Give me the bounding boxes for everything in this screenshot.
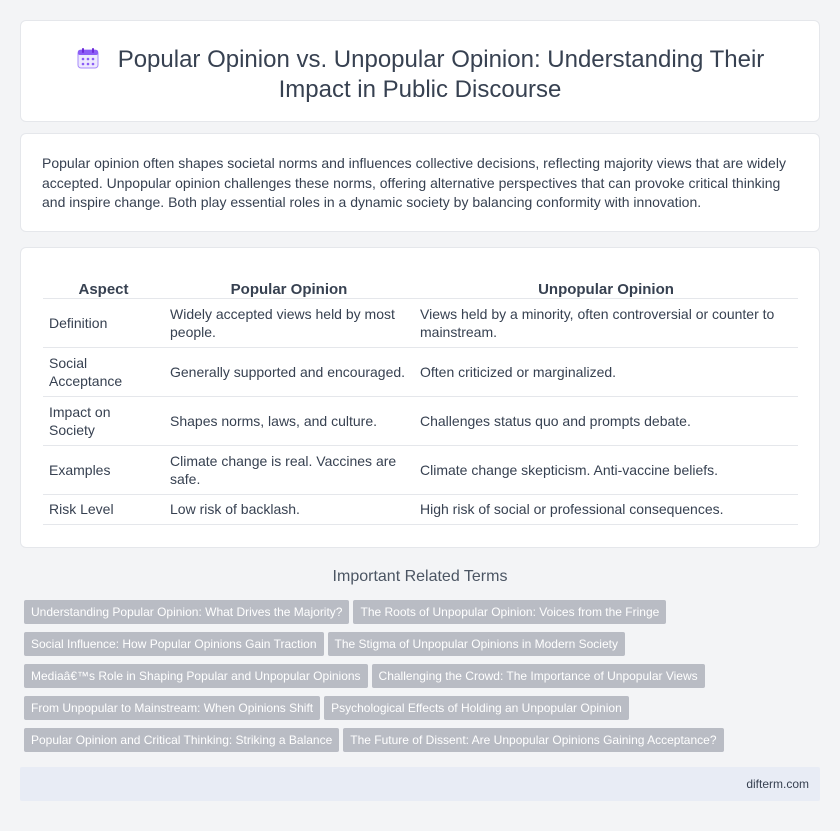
calendar-icon xyxy=(76,46,100,70)
related-term-tag[interactable]: The Stigma of Unpopular Opinions in Modern Society xyxy=(328,632,625,656)
table-row xyxy=(43,494,798,524)
cell-popular: Generally supported and encouraged. xyxy=(164,347,414,396)
header-aspect: Aspect xyxy=(43,276,164,298)
tag-row xyxy=(24,600,824,632)
header-card xyxy=(20,20,820,122)
page-title-wrap xyxy=(21,45,819,105)
table-header-row xyxy=(43,276,798,298)
cell-popular: Shapes norms, laws, and culture. xyxy=(164,396,414,445)
tag-row xyxy=(24,728,824,760)
related-term-tag[interactable]: Social Influence: How Popular Opinions Gain Traction xyxy=(24,632,324,656)
related-term-tag[interactable]: Mediaâ€™s Role in Shaping Popular and Unpopular Opinions xyxy=(24,664,368,688)
page-title: Popular Opinion vs. Unpopular Opinion: Understanding Their Impact in Public Discourse xyxy=(117,46,765,103)
tag-row xyxy=(24,696,824,728)
table-row xyxy=(43,298,798,347)
related-term-tag[interactable]: Popular Opinion and Critical Thinking: Striking a Balance xyxy=(24,728,339,752)
related-terms-tags xyxy=(24,600,824,760)
table-row xyxy=(43,396,798,445)
related-terms-title: Important Related Terms xyxy=(332,568,508,585)
cell-aspect: Social Acceptance xyxy=(43,347,164,396)
related-term-tag[interactable]: Psychological Effects of Holding an Unpopular Opinion xyxy=(324,696,629,720)
cell-popular: Low risk of backlash. xyxy=(164,494,414,524)
cell-unpopular: Climate change skepticism. Anti-vaccine beliefs. xyxy=(414,445,798,494)
cell-unpopular: High risk of social or professional consequences. xyxy=(414,494,798,524)
intro-card xyxy=(20,133,820,232)
cell-popular: Widely accepted views held by most people. xyxy=(164,298,414,347)
related-term-tag[interactable]: The Future of Dissent: Are Unpopular Opinions Gaining Acceptance? xyxy=(343,728,723,752)
cell-unpopular: Often criticized or marginalized. xyxy=(414,347,798,396)
intro-paragraph: Popular opinion often shapes societal norms and influences collective decisions, reflecting majority views that are widely accepted. Unpopular opinion challenges these norms, offering alternative perspectives that can provoke critical thinking and inspire change. Both play essential roles in a dynamic society by balancing conformity with innovation. xyxy=(42,155,786,210)
cell-aspect: Definition xyxy=(43,298,164,347)
comparison-table xyxy=(43,276,798,525)
cell-popular: Climate change is real. Vaccines are safe. xyxy=(164,445,414,494)
cell-aspect: Risk Level xyxy=(43,494,164,524)
header-popular-opinion: Popular Opinion xyxy=(164,276,414,298)
footer-site-link[interactable]: difterm.com xyxy=(746,777,809,791)
cell-unpopular: Challenges status quo and prompts debate. xyxy=(414,396,798,445)
related-term-tag[interactable]: Understanding Popular Opinion: What Drives the Majority? xyxy=(24,600,349,624)
related-term-tag[interactable]: The Roots of Unpopular Opinion: Voices from the Fringe xyxy=(353,600,666,624)
header-unpopular-opinion: Unpopular Opinion xyxy=(414,276,798,298)
related-term-tag[interactable]: From Unpopular to Mainstream: When Opinions Shift xyxy=(24,696,320,720)
table-row xyxy=(43,347,798,396)
tag-row xyxy=(24,632,824,664)
tag-row xyxy=(24,664,824,696)
related-term-tag[interactable]: Challenging the Crowd: The Importance of Unpopular Views xyxy=(372,664,705,688)
footer xyxy=(20,767,820,801)
comparison-table-card xyxy=(20,247,820,548)
cell-aspect: Examples xyxy=(43,445,164,494)
cell-unpopular: Views held by a minority, often controversial or counter to mainstream. xyxy=(414,298,798,347)
cell-aspect: Impact on Society xyxy=(43,396,164,445)
table-row xyxy=(43,445,798,494)
